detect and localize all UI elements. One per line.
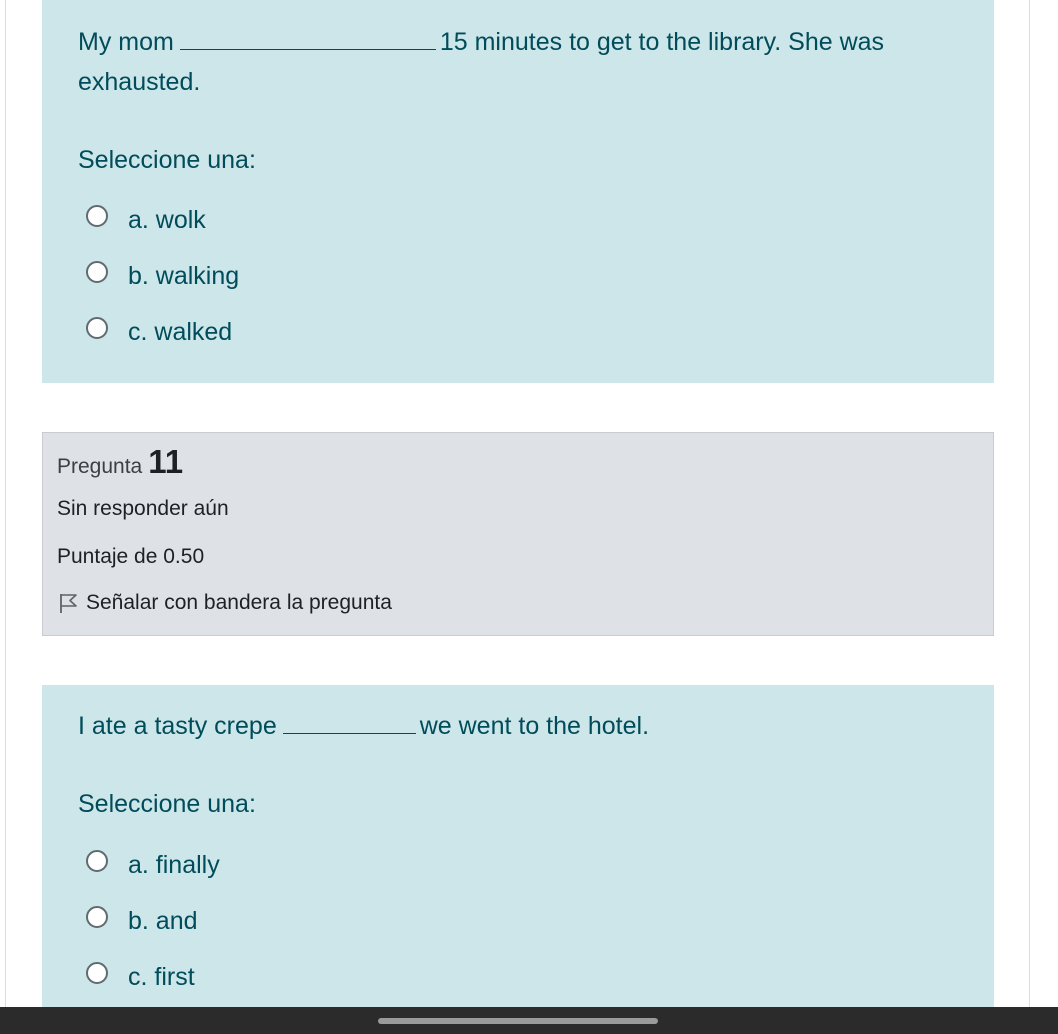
question-10-option-b[interactable]: [86, 248, 239, 304]
question-11-blank: [283, 709, 416, 734]
flag-label[interactable]: Señalar con bandera la pregunta: [86, 591, 392, 614]
page-border-right: [1029, 0, 1030, 1007]
question-11-option-c[interactable]: [86, 949, 220, 1005]
question-word: Pregunta: [57, 455, 143, 478]
question-11-options: [86, 837, 220, 1005]
radio-button[interactable]: [86, 850, 108, 872]
option-label[interactable]: b. and: [128, 906, 198, 935]
option-label[interactable]: a. finally: [128, 850, 220, 879]
question-10-text-before: My mom: [78, 28, 174, 56]
question-10-option-a[interactable]: [86, 192, 239, 248]
question-11-content: [42, 685, 994, 1007]
radio-button[interactable]: [86, 261, 108, 283]
question-11-text-before: I ate a tasty crepe: [78, 712, 277, 740]
question-10-options: [86, 192, 239, 360]
question-10-prompt: Seleccione una:: [78, 146, 256, 174]
radio-button[interactable]: [86, 205, 108, 227]
radio-button[interactable]: [86, 317, 108, 339]
question-10-option-c[interactable]: [86, 304, 239, 360]
option-label[interactable]: a. wolk: [128, 205, 206, 234]
question-11-option-a[interactable]: [86, 837, 220, 893]
question-grade: Puntaje de 0.50: [57, 545, 205, 568]
radio-button[interactable]: [86, 962, 108, 984]
question-11-option-b[interactable]: [86, 893, 220, 949]
question-11-prompt: Seleccione una:: [78, 790, 256, 818]
question-10-content: [42, 0, 994, 383]
home-indicator[interactable]: [378, 1018, 658, 1024]
question-11-text-after: we went to the hotel.: [419, 712, 650, 740]
question-11-info: [42, 432, 994, 636]
option-label[interactable]: c. first: [128, 962, 195, 991]
system-navigation-bar: [0, 1007, 1058, 1034]
option-label[interactable]: b. walking: [128, 261, 240, 290]
option-label[interactable]: c. walked: [128, 317, 233, 346]
flag-icon[interactable]: [57, 591, 79, 615]
question-10-text-after: 15 minutes to get to the library. She was exhausted.: [78, 28, 885, 96]
radio-button[interactable]: [86, 906, 108, 928]
question-state: Sin responder aún: [57, 497, 229, 520]
question-10-blank: [180, 25, 436, 50]
question-number-value: 11: [148, 443, 184, 480]
page-border-left: [5, 0, 6, 1007]
flag-question-link[interactable]: [57, 591, 392, 615]
question-number: [57, 443, 183, 481]
question-10-text: [78, 0, 958, 102]
question-11-text: [78, 685, 958, 746]
